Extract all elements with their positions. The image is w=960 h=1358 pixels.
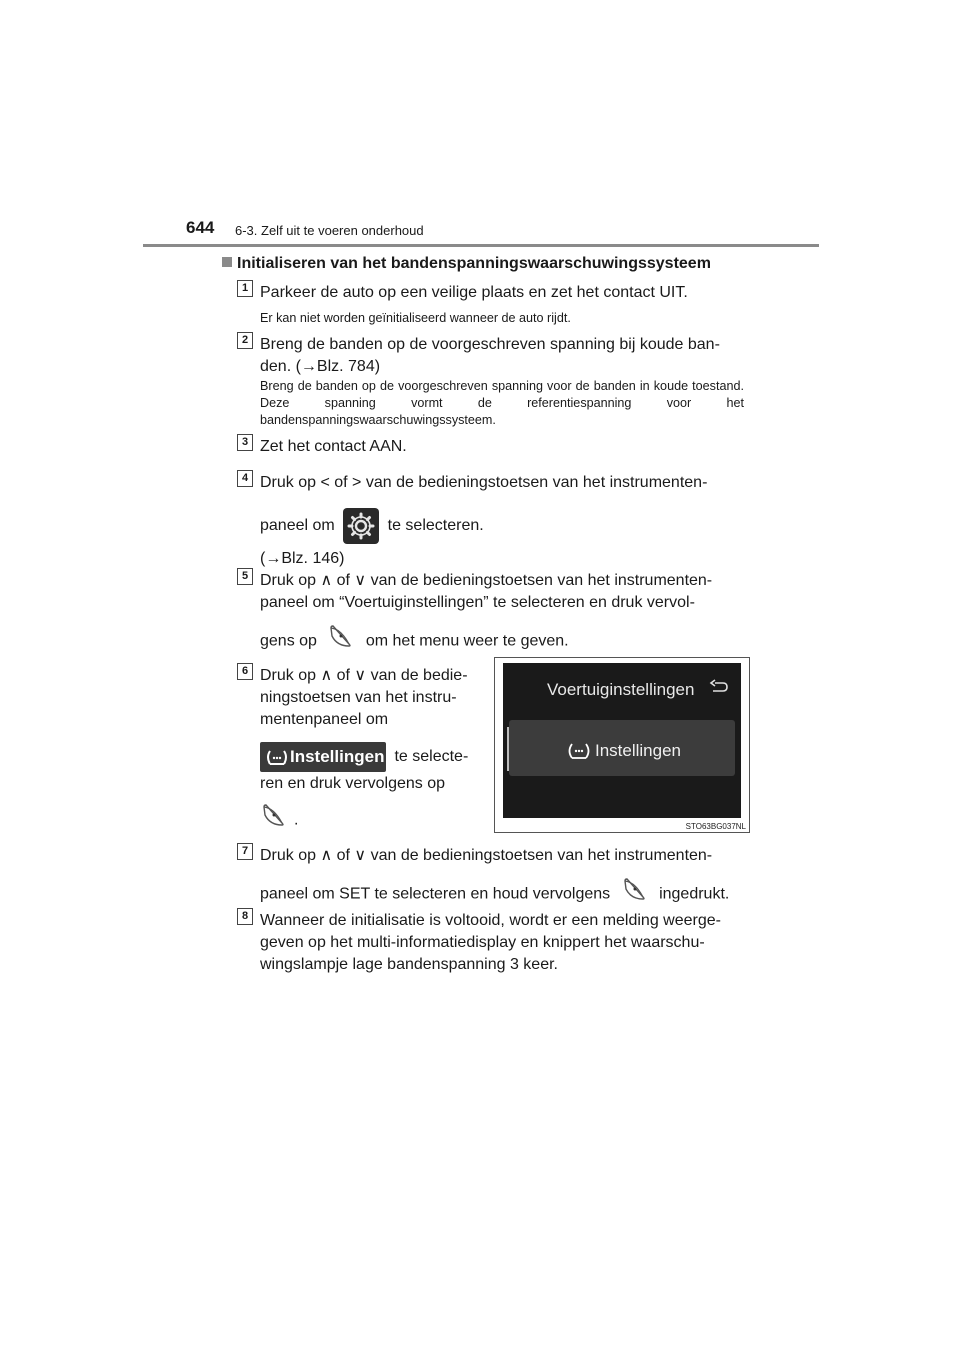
- step-1-text: Parkeer de auto op een veilige plaats en zet het contact UIT.: [260, 284, 688, 301]
- step-6-text: Druk op ∧ of ∨ van de bedie- ningstoetsen van het instru- mentenpaneel om Instellingen te selecte- ren en druk vervolgens op .: [260, 665, 484, 831]
- step-badge-8: 8: [237, 908, 253, 925]
- screen-row-label: Instellingen: [595, 741, 682, 760]
- page-number: 644: [186, 218, 215, 237]
- step-badge-3: 3: [237, 434, 253, 451]
- step-badge-2: 2: [237, 332, 253, 349]
- instellingen-badge: Instellingen: [260, 742, 386, 772]
- step-badge-6: 6: [237, 663, 253, 680]
- display-illustration: [494, 657, 750, 833]
- step-7-text: Druk op ∧ of ∨ van de bedieningstoetsen van het instrumenten- paneel om SET te selecteren en houd vervolgens ingedrukt.: [260, 845, 744, 905]
- step-1-note: Er kan niet worden geïnitialiseerd wanneer de auto rijdt.: [260, 311, 571, 325]
- enter-button-icon: [327, 622, 355, 661]
- enter-button-icon-3: [621, 875, 649, 914]
- step-2-note: Breng de banden op de voorgeschreven spanning voor de banden in koude toestand. Deze spanning vormt de referentiespanning voor het bandenspanningswaarschuwingssysteem.: [260, 379, 744, 427]
- screen-title: Voertuiginstellingen: [547, 680, 695, 699]
- header-rule: [143, 244, 819, 247]
- chapter-title: 6-3. Zelf uit te voeren onderhoud: [235, 223, 424, 238]
- step-badge-4: 4: [237, 470, 253, 487]
- step-badge-5: 5: [237, 568, 253, 585]
- tire-pressure-icon: [264, 742, 290, 782]
- step-3-text: Zet het contact AAN.: [260, 438, 407, 455]
- step-badge-7: 7: [237, 843, 253, 860]
- section-square-icon: [222, 257, 232, 267]
- step-4-text: Druk op < of > van de bedieningstoetsen van het instrumenten- paneel om te selecteren. (→Blz. 146): [260, 474, 708, 567]
- figure-caption: STO63BG037NL: [685, 822, 746, 831]
- return-icon: [709, 679, 729, 700]
- section-title: Initialiseren van het bandenspanningswaarschuwingssysteem: [222, 255, 711, 273]
- step-8-text: Wanneer de initialisatie is voltooid, wordt er een melding weerge- geven op het multi-informatiedisplay en knippert het waarschu- wingslampje lage bandenspanning 3 keer.: [260, 912, 721, 973]
- multi-information-display: [503, 663, 741, 818]
- enter-button-icon-2: [260, 801, 288, 840]
- settings-gear-icon: [343, 508, 379, 544]
- step-2-text: Breng de banden op de voorgeschreven spanning bij koude ban- den. (→Blz. 784): [260, 336, 720, 375]
- step-badge-1: 1: [237, 280, 253, 297]
- tire-pressure-icon-screen: [566, 741, 592, 768]
- step-5-text: Druk op ∧ of ∨ van de bedieningstoetsen van het instrumenten- paneel om “Voertuiginstellingen” te selecteren en druk vervol- gens op om het menu weer te geven.: [260, 570, 744, 652]
